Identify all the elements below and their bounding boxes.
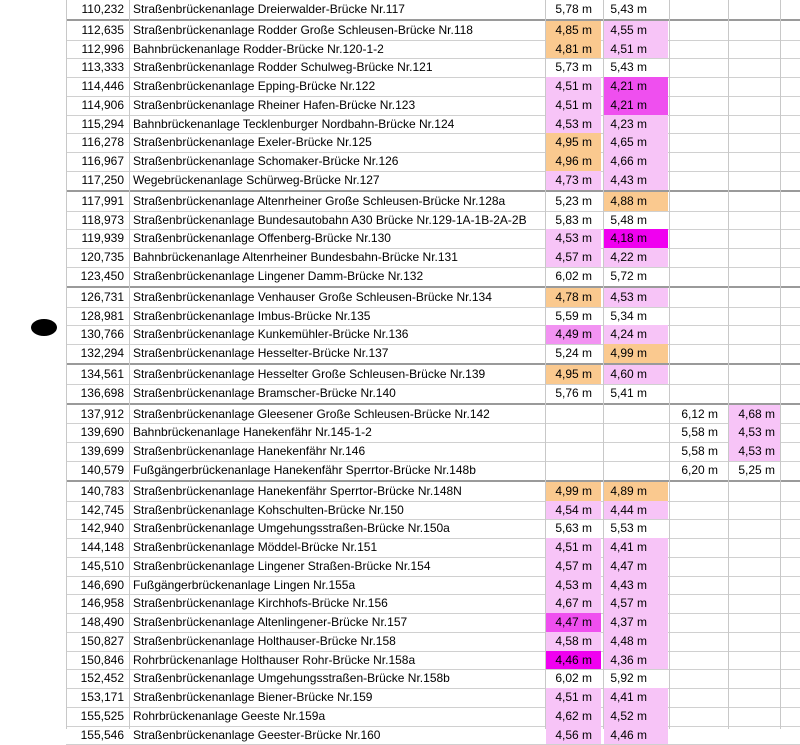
clearance-1-cell[interactable]: 4,51 m <box>546 538 601 557</box>
clearance-4-cell[interactable] <box>729 632 780 651</box>
km-cell[interactable]: 142,940 <box>80 521 124 535</box>
clearance-4-cell[interactable] <box>729 594 780 613</box>
clearance-3-cell[interactable] <box>670 557 727 576</box>
bridge-name-cell[interactable]: Straßenbrückenanlage Altenlingener-Brücke Nr.157 <box>133 615 408 629</box>
km-cell[interactable]: 116,967 <box>81 154 124 168</box>
clearance-2-cell[interactable]: 4,89 m <box>604 482 668 501</box>
clearance-1-cell[interactable]: 4,95 m <box>546 365 601 384</box>
clearance-1-cell[interactable]: 6,02 m <box>555 269 592 283</box>
clearance-2-cell[interactable]: 4,41 m <box>604 538 668 557</box>
bridge-name-cell[interactable]: Fußgängerbrückenanlage Lingen Nr.155a <box>133 578 356 592</box>
table-row <box>0 77 800 96</box>
km-cell[interactable]: 140,579 <box>80 463 124 477</box>
clearance-2-cell[interactable]: 4,46 m <box>604 726 668 745</box>
clearance-4-cell[interactable] <box>729 482 780 501</box>
clearance-1-cell[interactable]: 4,49 m <box>546 325 601 344</box>
clearance-3-cell[interactable] <box>670 40 727 59</box>
clearance-3-cell[interactable] <box>670 344 727 363</box>
km-cell[interactable]: 116,278 <box>81 135 124 149</box>
table-row <box>0 651 800 670</box>
clearance-4-cell[interactable] <box>729 248 780 267</box>
table-row <box>0 576 800 595</box>
km-cell[interactable]: 150,827 <box>80 634 124 648</box>
clearance-3-cell[interactable] <box>670 288 727 307</box>
clearance-4-cell[interactable] <box>729 58 780 77</box>
clearance-3-cell[interactable] <box>670 133 727 152</box>
bridge-name-cell[interactable]: Straßenbrückenanlage Biener-Brücke Nr.159 <box>133 690 373 704</box>
km-cell[interactable]: 112,635 <box>81 23 124 37</box>
table-row <box>0 594 800 613</box>
clearance-2-cell[interactable]: 4,43 m <box>604 576 668 595</box>
km-cell[interactable]: 119,939 <box>81 231 124 245</box>
bridge-name-cell[interactable]: Rohrbrückenanlage Holthauser Rohr-Brücke Nr.158a <box>133 653 416 667</box>
clearance-4-cell[interactable] <box>729 688 780 707</box>
clearance-1-cell[interactable] <box>546 405 601 424</box>
km-cell[interactable]: 114,906 <box>81 98 124 112</box>
km-cell[interactable]: 139,690 <box>80 425 124 439</box>
km-cell[interactable]: 146,958 <box>80 596 124 610</box>
table-row <box>0 96 800 115</box>
clearance-3-cell[interactable] <box>670 325 727 344</box>
clearance-4-cell[interactable] <box>729 211 780 230</box>
clearance-3-cell[interactable] <box>670 0 727 19</box>
bridge-name-cell[interactable]: Straßenbrückenanlage Lingener Damm-Brücke Nr.132 <box>133 269 424 283</box>
clearance-1-cell[interactable]: 4,51 m <box>546 96 601 115</box>
km-cell[interactable]: 114,446 <box>81 79 124 93</box>
column-gridline <box>66 0 67 729</box>
km-cell[interactable]: 113,333 <box>81 60 124 74</box>
km-cell[interactable]: 139,699 <box>80 444 124 458</box>
clearance-4-cell[interactable]: 4,53 m <box>729 423 780 442</box>
table-row <box>0 40 800 59</box>
bridge-name-cell[interactable]: Straßenbrückenanlage Möddel-Brücke Nr.151 <box>133 540 378 554</box>
column-gridline <box>669 0 670 729</box>
clearance-3-cell[interactable] <box>670 211 727 230</box>
km-cell[interactable]: 115,294 <box>81 117 124 131</box>
clearance-1-cell[interactable]: 5,83 m <box>555 213 592 227</box>
km-cell[interactable]: 146,690 <box>80 578 124 592</box>
km-cell[interactable]: 150,846 <box>80 653 124 667</box>
km-cell[interactable]: 145,510 <box>80 559 124 573</box>
clearance-3-cell[interactable] <box>670 482 727 501</box>
column-gridline <box>728 0 729 729</box>
table-row <box>0 519 800 538</box>
clearance-2-cell[interactable] <box>604 442 668 461</box>
clearance-1-cell[interactable]: 4,62 m <box>546 707 601 726</box>
clearance-1-cell[interactable]: 5,59 m <box>555 309 592 323</box>
clearance-1-cell[interactable]: 4,53 m <box>546 576 601 595</box>
clearance-2-cell[interactable] <box>604 423 668 442</box>
table-row <box>0 133 800 152</box>
clearance-3-cell[interactable] <box>670 669 727 688</box>
clearance-1-cell[interactable]: 5,24 m <box>555 346 592 360</box>
clearance-2-cell[interactable]: 4,55 m <box>604 21 668 40</box>
clearance-2-cell[interactable]: 4,60 m <box>604 365 668 384</box>
clearance-3-cell[interactable] <box>670 171 727 190</box>
clearance-2-cell[interactable]: 4,48 m <box>604 632 668 651</box>
clearance-1-cell[interactable]: 4,51 m <box>546 688 601 707</box>
table-row <box>0 307 800 326</box>
clearance-4-cell[interactable] <box>729 707 780 726</box>
clearance-4-cell[interactable] <box>729 0 780 19</box>
bridge-name-cell[interactable]: Straßenbrückenanlage Lingener Straßen-Brücke Nr.154 <box>133 559 431 573</box>
clearance-2-cell[interactable]: 4,53 m <box>604 288 668 307</box>
clearance-2-cell[interactable]: 4,88 m <box>604 192 668 211</box>
clearance-2-cell[interactable]: 5,53 m <box>610 521 647 535</box>
clearance-4-cell[interactable] <box>729 21 780 40</box>
clearance-2-cell[interactable]: 5,43 m <box>610 60 647 74</box>
clearance-4-cell[interactable] <box>729 171 780 190</box>
km-cell[interactable]: 130,766 <box>80 327 124 341</box>
clearance-1-cell[interactable]: 6,02 m <box>555 671 592 685</box>
km-cell[interactable]: 155,525 <box>80 709 124 723</box>
table-row <box>0 365 800 384</box>
clearance-2-cell[interactable]: 4,36 m <box>604 651 668 670</box>
bridge-name-cell[interactable]: Straßenbrückenanlage Rodder Schulweg-Brücke Nr.121 <box>133 60 433 74</box>
clearance-2-cell[interactable]: 4,41 m <box>604 688 668 707</box>
bridge-name-cell[interactable]: Bahnbrückenanlage Hanekenfähr Nr.145-1-2 <box>133 425 372 439</box>
km-cell[interactable]: 153,171 <box>80 690 124 704</box>
table-row <box>0 288 800 307</box>
clearance-2-cell[interactable]: 4,37 m <box>604 613 668 632</box>
table-row <box>0 58 800 77</box>
clearance-4-cell[interactable] <box>729 613 780 632</box>
clearance-3-cell[interactable] <box>670 632 727 651</box>
clearance-2-cell[interactable]: 5,72 m <box>610 269 647 283</box>
table-row <box>0 229 800 248</box>
clearance-1-cell[interactable]: 4,51 m <box>546 77 601 96</box>
clearance-2-cell[interactable]: 4,52 m <box>604 707 668 726</box>
bridge-name-cell[interactable]: Straßenbrückenanlage Venhauser Große Schleusen-Brücke Nr.134 <box>133 290 492 304</box>
column-gridline <box>545 0 546 729</box>
clearance-4-cell[interactable] <box>729 229 780 248</box>
clearance-2-cell[interactable]: 5,48 m <box>610 213 647 227</box>
clearance-4-cell[interactable] <box>729 669 780 688</box>
clearance-4-cell[interactable] <box>729 384 780 403</box>
clearance-1-cell[interactable]: 4,95 m <box>546 133 601 152</box>
clearance-4-cell[interactable] <box>729 267 780 286</box>
clearance-1-cell[interactable]: 4,81 m <box>546 40 601 59</box>
km-cell[interactable]: 117,991 <box>81 194 124 208</box>
bridge-name-cell[interactable]: Straßenbrückenanlage Gleesener Große Schleusen-Brücke Nr.142 <box>133 407 490 421</box>
clearance-4-cell[interactable] <box>729 288 780 307</box>
table-row <box>0 344 800 363</box>
km-cell[interactable]: 144,148 <box>80 540 124 554</box>
clearance-2-cell[interactable]: 5,43 m <box>610 2 647 16</box>
clearance-2-cell[interactable]: 4,21 m <box>604 77 668 96</box>
clearance-4-cell[interactable] <box>729 152 780 171</box>
bridge-name-cell[interactable]: Straßenbrückenanlage Rheiner Hafen-Brücke Nr.123 <box>133 98 416 112</box>
clearance-2-cell[interactable]: 4,66 m <box>604 152 668 171</box>
clearance-4-cell[interactable] <box>729 96 780 115</box>
clearance-2-cell[interactable]: 4,22 m <box>604 248 668 267</box>
column-gridline <box>780 0 781 729</box>
km-cell[interactable]: 120,735 <box>80 250 124 264</box>
clearance-1-cell[interactable]: 4,53 m <box>546 115 601 134</box>
clearance-1-cell[interactable]: 4,67 m <box>546 594 601 613</box>
bridge-name-cell[interactable]: Straßenbrückenanlage Hesselter Große Schleusen-Brücke Nr.139 <box>133 367 486 381</box>
clearance-3-cell[interactable] <box>670 384 727 403</box>
clearance-2-cell[interactable]: 5,34 m <box>610 309 647 323</box>
km-cell[interactable]: 155,546 <box>80 728 124 742</box>
table-row <box>0 171 800 190</box>
table-row <box>0 211 800 230</box>
clearance-3-cell[interactable]: 5,58 m <box>681 425 718 439</box>
clearance-2-cell[interactable]: 4,65 m <box>604 133 668 152</box>
bridge-name-cell[interactable]: Straßenbrückenanlage Umgehungsstraßen-Brücke Nr.158b <box>133 671 450 685</box>
clearance-2-cell[interactable] <box>604 461 668 480</box>
clearance-2-cell[interactable]: 4,99 m <box>604 344 668 363</box>
clearance-2-cell[interactable] <box>604 405 668 424</box>
clearance-1-cell[interactable]: 4,57 m <box>546 557 601 576</box>
clearance-1-cell[interactable]: 4,73 m <box>546 171 601 190</box>
bridge-name-cell[interactable]: Straßenbrückenanlage Hanekenfähr Sperrtor-Brücke Nr.148N <box>133 484 462 498</box>
clearance-3-cell[interactable] <box>670 365 727 384</box>
km-cell[interactable]: 137,912 <box>80 407 124 421</box>
table-row <box>0 557 800 576</box>
bridge-name-cell[interactable]: Rohrbrückenanlage Geeste Nr.159a <box>133 709 326 723</box>
clearance-4-cell[interactable] <box>729 576 780 595</box>
table-row <box>0 405 800 424</box>
clearance-3-cell[interactable] <box>670 538 727 557</box>
km-cell[interactable]: 123,450 <box>80 269 124 283</box>
bridge-name-cell[interactable]: Wegebrückenanlage Schürweg-Brücke Nr.127 <box>133 173 380 187</box>
clearance-3-cell[interactable]: 6,20 m <box>681 463 718 477</box>
table-row <box>0 21 800 40</box>
column-gridline <box>129 0 130 729</box>
bridge-name-cell[interactable]: Straßenbrückenanlage Holthauser-Brücke Nr.158 <box>133 634 396 648</box>
table-row <box>0 442 800 461</box>
clearance-4-cell[interactable] <box>729 365 780 384</box>
clearance-3-cell[interactable] <box>670 77 727 96</box>
km-cell[interactable]: 136,698 <box>80 386 124 400</box>
bridge-name-cell[interactable]: Straßenbrückenanlage Kunkemühler-Brücke Nr.136 <box>133 327 409 341</box>
clearance-4-cell[interactable] <box>729 519 780 538</box>
clearance-1-cell[interactable]: 5,78 m <box>555 2 592 16</box>
km-cell[interactable]: 117,250 <box>81 173 124 187</box>
clearance-1-cell[interactable]: 4,46 m <box>546 651 601 670</box>
clearance-3-cell[interactable] <box>670 651 727 670</box>
clearance-3-cell[interactable] <box>670 519 727 538</box>
table-row <box>0 482 800 501</box>
table-row <box>0 688 800 707</box>
km-cell[interactable]: 140,783 <box>80 484 124 498</box>
km-cell[interactable]: 142,745 <box>80 503 124 517</box>
bridge-name-cell[interactable]: Straßenbrückenanlage Bundesautobahn A30 Brücke Nr.129-1A-1B-2A-2B <box>133 213 527 227</box>
clearance-1-cell[interactable]: 4,58 m <box>546 632 601 651</box>
bridge-name-cell[interactable]: Straßenbrückenanlage Epping-Brücke Nr.122 <box>133 79 376 93</box>
clearance-4-cell[interactable] <box>729 501 780 520</box>
clearance-3-cell[interactable] <box>670 707 727 726</box>
bridge-name-cell[interactable]: Straßenbrückenanlage Dreierwalder-Brücke Nr.117 <box>133 2 405 16</box>
table-row <box>0 267 800 286</box>
clearance-2-cell[interactable]: 4,43 m <box>604 171 668 190</box>
bridge-name-cell[interactable]: Straßenbrückenanlage Schomaker-Brücke Nr.126 <box>133 154 399 168</box>
km-cell[interactable]: 110,232 <box>81 2 124 16</box>
clearance-3-cell[interactable] <box>670 688 727 707</box>
bridge-name-cell[interactable]: Bahnbrückenanlage Tecklenburger Nordbahn-Brücke Nr.124 <box>133 117 455 131</box>
clearance-1-cell[interactable] <box>546 442 601 461</box>
km-cell[interactable]: 128,981 <box>80 309 124 323</box>
clearance-4-cell[interactable] <box>729 40 780 59</box>
bridge-name-cell[interactable]: Straßenbrückenanlage Altenrheiner Große Schleusen-Brücke Nr.128a <box>133 194 506 208</box>
clearance-1-cell[interactable]: 4,54 m <box>546 501 601 520</box>
clearance-1-cell[interactable]: 4,85 m <box>546 21 601 40</box>
clearance-2-cell[interactable]: 4,24 m <box>604 325 668 344</box>
clearance-4-cell[interactable] <box>729 307 780 326</box>
clearance-1-cell[interactable]: 4,56 m <box>546 726 601 745</box>
clearance-2-cell[interactable]: 4,18 m <box>604 229 668 248</box>
table-row <box>0 669 800 688</box>
table-row <box>0 613 800 632</box>
table-row <box>0 707 800 726</box>
clearance-3-cell[interactable] <box>670 21 727 40</box>
clearance-4-cell[interactable] <box>729 344 780 363</box>
bridge-name-cell[interactable]: Straßenbrückenanlage Hesselter-Brücke Nr.137 <box>133 346 389 360</box>
clearance-1-cell[interactable]: 4,96 m <box>546 152 601 171</box>
clearance-1-cell[interactable]: 5,63 m <box>555 521 592 535</box>
clearance-1-cell[interactable]: 4,78 m <box>546 288 601 307</box>
clearance-4-cell[interactable] <box>729 133 780 152</box>
table-row <box>0 461 800 480</box>
clearance-3-cell[interactable] <box>670 267 727 286</box>
bridge-name-cell[interactable]: Straßenbrückenanlage Geester-Brücke Nr.160 <box>133 728 381 742</box>
clearance-3-cell[interactable] <box>670 613 727 632</box>
clearance-1-cell[interactable]: 5,73 m <box>555 60 592 74</box>
clearance-2-cell[interactable]: 4,23 m <box>604 115 668 134</box>
bridge-name-cell[interactable]: Straßenbrückenanlage Imbus-Brücke Nr.135 <box>133 309 371 323</box>
clearance-2-cell[interactable]: 4,44 m <box>604 501 668 520</box>
clearance-4-cell[interactable]: 4,53 m <box>729 442 780 461</box>
clearance-3-cell[interactable] <box>670 152 727 171</box>
km-cell[interactable]: 132,294 <box>80 346 124 360</box>
bridge-name-cell[interactable]: Straßenbrückenanlage Bramscher-Brücke Nr.140 <box>133 386 396 400</box>
clearance-3-cell[interactable] <box>670 594 727 613</box>
clearance-4-cell[interactable] <box>729 115 780 134</box>
table-row <box>0 192 800 211</box>
clearance-1-cell[interactable]: 4,57 m <box>546 248 601 267</box>
table-row <box>0 325 800 344</box>
table-row <box>0 384 800 403</box>
table-row <box>0 632 800 651</box>
km-cell[interactable]: 152,452 <box>80 671 124 685</box>
clearance-3-cell[interactable] <box>670 576 727 595</box>
clearance-2-cell[interactable]: 4,47 m <box>604 557 668 576</box>
clearance-2-cell[interactable]: 4,21 m <box>604 96 668 115</box>
clearance-1-cell[interactable]: 4,47 m <box>546 613 601 632</box>
km-cell[interactable]: 118,973 <box>81 213 124 227</box>
clearance-2-cell[interactable]: 5,92 m <box>610 671 647 685</box>
clearance-1-cell[interactable]: 5,23 m <box>555 194 592 208</box>
clearance-3-cell[interactable] <box>670 96 727 115</box>
table-row <box>0 501 800 520</box>
bridge-name-cell[interactable]: Straßenbrückenanlage Offenberg-Brücke Nr.130 <box>133 231 391 245</box>
table-row <box>0 115 800 134</box>
table-row <box>0 152 800 171</box>
clearance-4-cell[interactable] <box>729 651 780 670</box>
bridge-name-cell[interactable]: Straßenbrückenanlage Exeler-Brücke Nr.125 <box>133 135 372 149</box>
bridge-name-cell[interactable]: Bahnbrückenanlage Rodder-Brücke Nr.120-1-2 <box>133 42 384 56</box>
clearance-4-cell[interactable] <box>729 77 780 96</box>
clearance-3-cell[interactable] <box>670 248 727 267</box>
clearance-4-cell[interactable] <box>729 325 780 344</box>
clearance-1-cell[interactable] <box>546 423 601 442</box>
clearance-3-cell[interactable] <box>670 192 727 211</box>
clearance-3-cell[interactable] <box>670 307 727 326</box>
table-row <box>0 538 800 557</box>
km-cell[interactable]: 148,490 <box>80 615 124 629</box>
clearance-4-cell[interactable] <box>729 192 780 211</box>
km-cell[interactable]: 134,561 <box>80 367 124 381</box>
clearance-1-cell[interactable]: 5,76 m <box>555 386 592 400</box>
km-cell[interactable]: 112,996 <box>81 42 124 56</box>
clearance-1-cell[interactable] <box>546 461 601 480</box>
table-row <box>0 423 800 442</box>
bridge-name-cell[interactable]: Straßenbrückenanlage Hanekenfähr Nr.146 <box>133 444 366 458</box>
clearance-3-cell[interactable] <box>670 229 727 248</box>
clearance-3-cell[interactable] <box>670 58 727 77</box>
table-row <box>0 248 800 267</box>
bridge-name-cell[interactable]: Straßenbrückenanlage Kohschulten-Brücke Nr.150 <box>133 503 404 517</box>
clearance-4-cell[interactable]: 4,68 m <box>729 405 780 424</box>
clearance-4-cell[interactable] <box>729 538 780 557</box>
bridge-name-cell[interactable]: Straßenbrückenanlage Umgehungsstraßen-Brücke Nr.150a <box>133 521 450 535</box>
bridge-name-cell[interactable]: Straßenbrückenanlage Kirchhofs-Brücke Nr.156 <box>133 596 388 610</box>
clearance-2-cell[interactable]: 4,51 m <box>604 40 668 59</box>
clearance-1-cell[interactable]: 4,53 m <box>546 229 601 248</box>
clearance-2-cell[interactable]: 5,41 m <box>610 386 647 400</box>
table-row <box>0 0 800 19</box>
bridge-name-cell[interactable]: Bahnbrückenanlage Altenrheiner Bundesbahn-Brücke Nr.131 <box>133 250 458 264</box>
bridge-name-cell[interactable]: Straßenbrückenanlage Rodder Große Schleusen-Brücke Nr.118 <box>133 23 473 37</box>
clearance-3-cell[interactable]: 6,12 m <box>681 407 718 421</box>
clearance-3-cell[interactable]: 5,58 m <box>681 444 718 458</box>
clearance-2-cell[interactable]: 4,57 m <box>604 594 668 613</box>
clearance-4-cell[interactable]: 5,25 m <box>738 463 775 477</box>
clearance-4-cell[interactable] <box>729 557 780 576</box>
column-gridline <box>603 0 604 729</box>
km-cell[interactable]: 126,731 <box>80 290 124 304</box>
clearance-3-cell[interactable] <box>670 115 727 134</box>
bridge-name-cell[interactable]: Fußgängerbrückenanlage Hanekenfähr Sperrtor-Brücke Nr.148b <box>133 463 476 477</box>
clearance-3-cell[interactable] <box>670 501 727 520</box>
clearance-1-cell[interactable]: 4,99 m <box>546 482 601 501</box>
